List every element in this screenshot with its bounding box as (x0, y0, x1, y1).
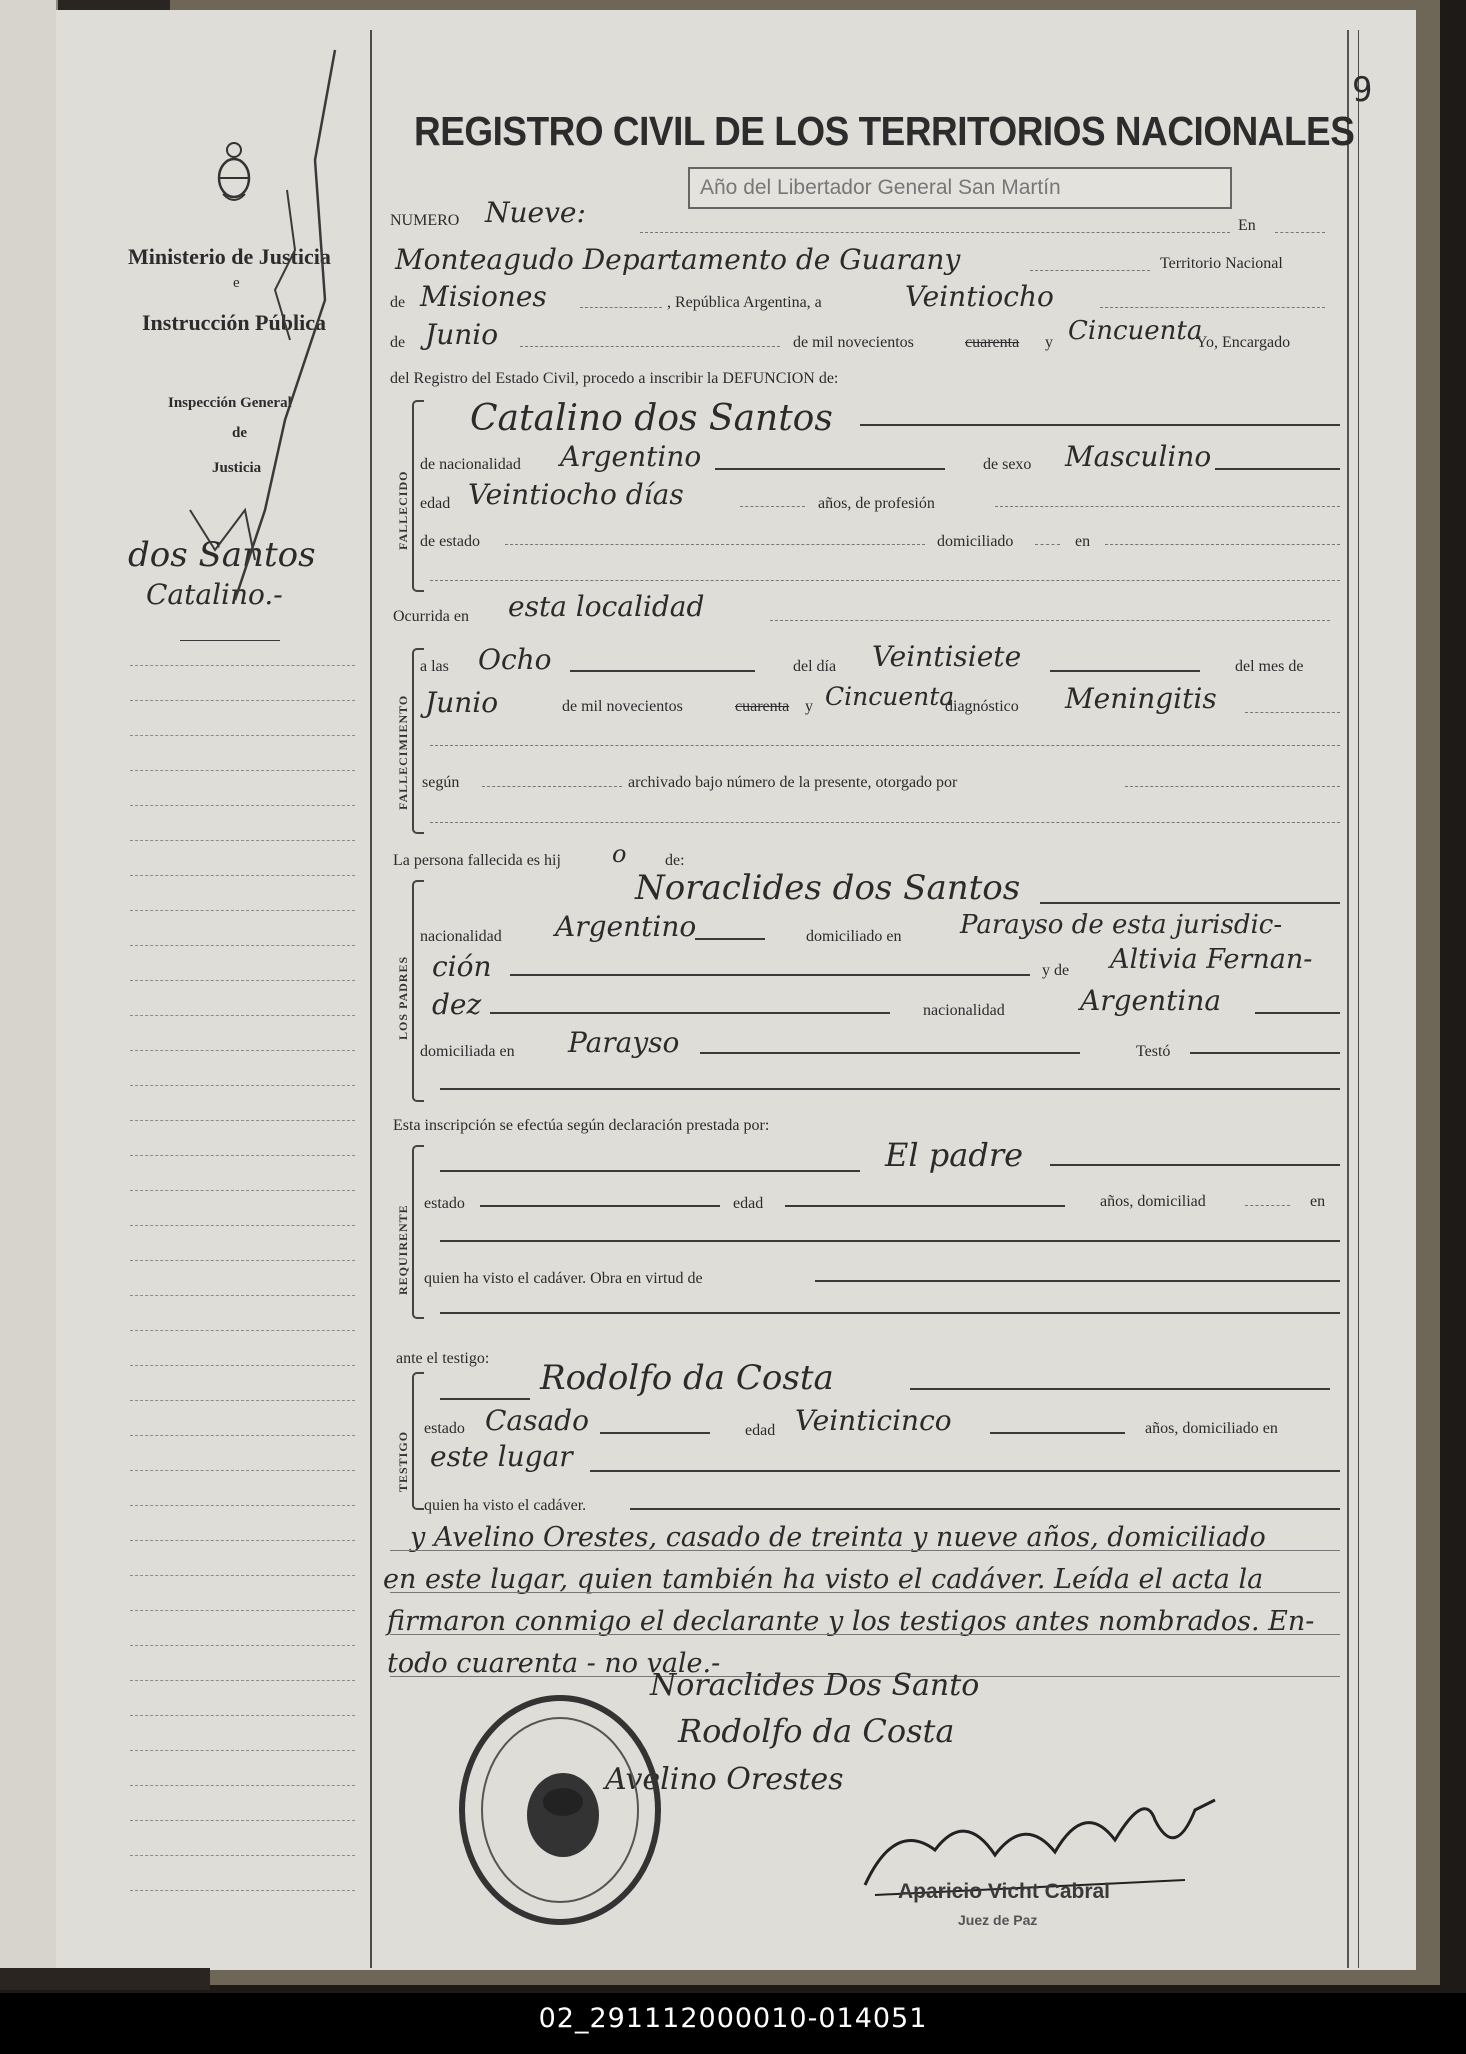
fill-line (785, 1205, 1065, 1207)
fill-line (510, 974, 1030, 976)
testigo-intro-label: ante el testigo: (396, 1350, 490, 1367)
domiciliado-label: domiciliado (937, 533, 1014, 550)
inspection-line-2: de (232, 425, 247, 441)
fill-line (440, 1312, 1340, 1314)
fill-line (1125, 786, 1340, 787)
fallecimiento-year-struck: cuarenta (735, 698, 790, 715)
fill-line (440, 1398, 530, 1400)
official-stamp-title: Juez de Paz (958, 1912, 1038, 1928)
fill-line (600, 1432, 710, 1434)
testigo-cadaver-label: quien ha visto el cadáver. (424, 1497, 587, 1514)
testigo-edad-value: Veinticinco (795, 1404, 952, 1437)
anniversary-stamp-text: Año del Libertador General San Martín (700, 176, 1061, 199)
diagnostico-value: Meningitis (1065, 682, 1217, 715)
nacionalidad-label: nacionalidad (420, 928, 502, 945)
fill-line (1255, 1012, 1340, 1014)
edad-value: Veintiocho días (468, 478, 684, 511)
ocurrida-value: esta localidad (508, 590, 705, 623)
domiciliada-label: domiciliada en (420, 1043, 515, 1060)
mother-name-part2: dez (432, 988, 482, 1021)
de2-label: de (390, 334, 406, 351)
fill-line (590, 1470, 1340, 1472)
edad-label: edad (420, 495, 451, 512)
father-name: Noraclides dos Santos (635, 868, 1021, 908)
diagnostico-label: diagnóstico (945, 698, 1019, 715)
dark-corner (0, 1968, 210, 1990)
archivado-label: archivado bajo número de la presente, otorgado por (628, 774, 958, 791)
month-value: Junio (425, 318, 499, 351)
registro-label: del Registro del Estado Civil, procedo a inscribir la DEFUNCION de: (390, 370, 839, 387)
fill-line (700, 1052, 1080, 1054)
official-stamp-name: Aparicio Vicht Cabral (898, 1880, 1111, 1903)
year-label: de mil novecientos (793, 334, 914, 351)
notes-line-1: y Avelino Orestes, casado de treinta y nueve años, domiciliado (410, 1522, 1266, 1553)
year-struck: cuarenta (965, 334, 1020, 351)
signature-witness-1: Rodolfo da Costa (678, 1712, 955, 1750)
fill-line (1040, 902, 1340, 904)
signature-father: Noraclides Dos Santo (650, 1668, 980, 1703)
fill-line (440, 1170, 860, 1172)
testigo-name: Rodolfo da Costa (540, 1358, 834, 1398)
territorio-label: Territorio Nacional (1160, 255, 1283, 272)
ocurrida-label: Ocurrida en (393, 608, 469, 625)
margin-given-name: Catalino.- (146, 578, 283, 611)
encargado-label: Yo, Encargado (1196, 334, 1291, 351)
domiciliado-label: domiciliado en (806, 928, 902, 945)
fill-line (430, 822, 1340, 823)
fill-line (1050, 1164, 1340, 1166)
estado-label: estado (424, 1195, 465, 1212)
numero-label: NUMERO (390, 212, 460, 229)
father-domicilio: Parayso de esta jurisdic- (960, 910, 1283, 940)
page-title: REGISTRO CIVIL DE LOS TERRITORIOS NACIONALES (414, 108, 1355, 154)
fill-line (480, 1205, 720, 1207)
mes-value: Junio (425, 686, 499, 719)
en-label: en (1075, 533, 1091, 550)
fill-line (1245, 1205, 1290, 1206)
section-label-padres: LOS PADRES (396, 955, 410, 1040)
signature-witness-2: Avelino Orestes (605, 1762, 844, 1797)
anos-label: años, domiciliado en (1145, 1420, 1278, 1437)
fill-line (440, 1088, 1340, 1090)
anniversary-stamp (688, 167, 1232, 209)
section-brace (412, 880, 424, 1102)
inspection-line-3: Justicia (212, 460, 262, 476)
fill-line (990, 1432, 1125, 1434)
inspection-line-1: Inspección General (168, 395, 292, 411)
fill-line (1035, 544, 1060, 545)
fill-line (580, 307, 662, 308)
dia-value: Veintisiete (872, 640, 1022, 673)
section-label-fallecimiento: FALLECIMIENTO (396, 694, 410, 810)
fill-line (715, 468, 945, 470)
requirente-intro-label: Esta inscripción se efectúa según declaración prestada por: (393, 1117, 770, 1134)
hora-value: Ocho (478, 643, 552, 676)
anos-label: años, de profesión (818, 495, 935, 512)
hora-label: a las (420, 658, 449, 675)
en-label: En (1238, 217, 1256, 234)
fill-line (740, 506, 805, 507)
deceased-name: Catalino dos Santos (470, 398, 833, 439)
fallecimiento-year-value: Cincuenta (825, 682, 955, 711)
fill-line (430, 745, 1340, 746)
edad-label: edad (733, 1195, 764, 1212)
margin-signature-scrawl (175, 40, 355, 644)
margin-divider-line (370, 30, 372, 1968)
section-brace (412, 1372, 424, 1510)
mes-label: del mes de (1235, 658, 1304, 675)
right-border-line (1358, 30, 1359, 1968)
segun-label: según (422, 774, 460, 791)
section-label-testigo: TESTIGO (396, 1430, 410, 1492)
fill-line (995, 506, 1340, 507)
footer-caption: 02_291112000010-014051 (538, 2003, 928, 2034)
fill-line (430, 580, 1340, 581)
mother-domicilio: Parayso (568, 1026, 680, 1059)
requirente-name: El padre (885, 1136, 1024, 1174)
ministry-line-1: Ministerio de Justicia (128, 244, 331, 269)
territory-value: Misiones (420, 280, 547, 313)
locality-value: Monteagudo Departamento de Guarany (395, 243, 961, 276)
fill-line (1275, 232, 1325, 233)
fill-line (390, 1550, 1340, 1551)
fill-line (440, 1240, 1340, 1242)
section-label-fallecido: FALLECIDO (396, 470, 410, 550)
fill-line (815, 1280, 1340, 1282)
fill-line (1030, 270, 1150, 271)
fill-line (1050, 670, 1200, 672)
day-value: Veintiocho (905, 280, 1054, 313)
fill-line (1215, 468, 1340, 470)
fill-line (640, 232, 1230, 233)
margin-surname: dos Santos (128, 535, 316, 575)
fill-line (1190, 1052, 1340, 1054)
testigo-domicilio-value: este lugar (430, 1440, 573, 1473)
page-number: 9 (1352, 70, 1373, 110)
mother-name-part1: Altivia Fernan- (1110, 944, 1313, 975)
father-domicilio-cont: ción (432, 950, 492, 983)
fill-line (770, 620, 1330, 621)
padres-intro-de: de: (665, 852, 685, 869)
nacionalidad2-label: nacionalidad (923, 1002, 1005, 1019)
testigo-estado-value: Casado (485, 1404, 589, 1437)
fill-line (520, 346, 780, 347)
mother-nacionalidad: Argentina (1080, 984, 1222, 1017)
anos-label: años, domiciliad (1100, 1193, 1206, 1210)
republica-label: , República Argentina, a (667, 294, 822, 311)
nacionalidad-label: de nacionalidad (420, 456, 521, 473)
notes-line-2: en este lugar, quien también ha visto el cadáver. Leída el acta la (383, 1564, 1264, 1595)
y-de-label: y de (1042, 962, 1070, 979)
cadaver-label: quien ha visto el cadáver. Obra en virtud de (424, 1270, 703, 1287)
sexo-value: Masculino (1065, 440, 1212, 473)
fill-line (1245, 712, 1340, 713)
testo-label: Testó (1136, 1043, 1171, 1060)
year-value: Cincuenta (1068, 316, 1203, 346)
right-border-line (1347, 30, 1349, 1968)
father-nacionalidad: Argentino (555, 910, 697, 943)
notes-line-4: todo cuarenta - no vale.- (387, 1648, 721, 1679)
de-label: de (390, 294, 406, 311)
ministry-line-2: e (233, 275, 240, 291)
fill-line (390, 1634, 1340, 1635)
fill-line (695, 938, 765, 940)
fill-line (490, 1012, 890, 1014)
fill-line (1105, 544, 1340, 545)
estado-label: estado (424, 1420, 465, 1437)
nacionalidad-value: Argentino (560, 440, 702, 473)
fill-line (390, 1592, 1340, 1593)
year-y: y (1045, 334, 1053, 351)
section-brace (412, 1145, 424, 1319)
fill-line (630, 1508, 1340, 1510)
padres-intro-suffix: o (612, 840, 627, 868)
ministry-line-3: Instrucción Pública (142, 310, 326, 335)
section-label-requirente: REQUIRENTE (396, 1204, 410, 1295)
fallecimiento-year-y: y (805, 698, 813, 715)
left-page-edge (0, 0, 58, 1972)
estado-label: de estado (420, 533, 480, 550)
fill-line (1100, 307, 1325, 308)
fill-line (860, 424, 1340, 426)
fill-line (910, 1388, 1330, 1390)
fill-line (505, 544, 925, 545)
dia-label: del día (793, 658, 837, 675)
sexo-label: de sexo (983, 456, 1032, 473)
numero-value: Nueve: (485, 196, 586, 229)
fill-line (482, 786, 622, 787)
en-label: en (1310, 1193, 1326, 1210)
padres-intro-label: La persona fallecida es hij (393, 852, 561, 869)
fill-line (570, 670, 755, 672)
notes-line-3: firmaron conmigo el declarante y los testigos antes nombrados. En- (387, 1606, 1315, 1637)
edad-label: edad (745, 1422, 776, 1439)
fallecimiento-year-label: de mil novecientos (562, 698, 683, 715)
official-seal (455, 1690, 665, 1934)
